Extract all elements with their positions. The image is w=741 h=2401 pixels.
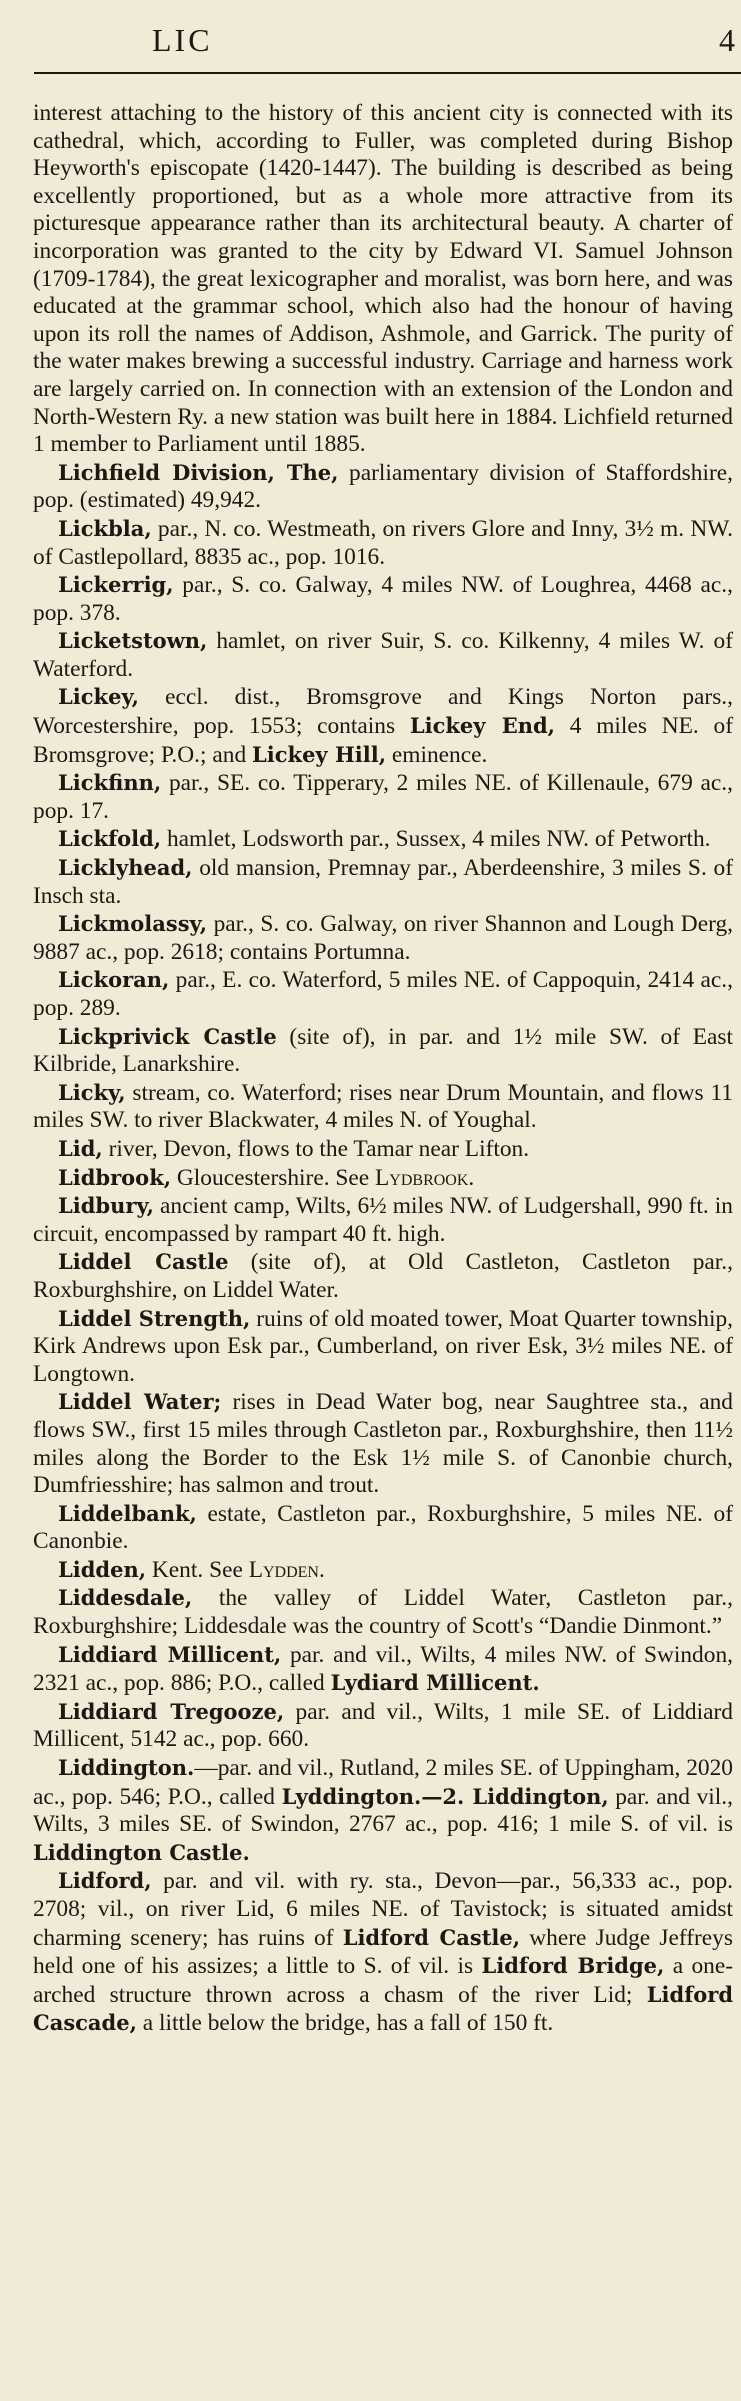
entry-text: par., S. co. Galway, 4 miles NW. of Loughrea, 4468 ac., pop. 378. [33, 572, 733, 626]
entry-text: par., N. co. Westmeath, on rivers Glore and Inny, 3½ m. NW. of Castlepollard, 8835 ac., pop. 1016. [33, 515, 733, 570]
gazetteer-entry [33, 1500, 733, 1556]
gazetteer-entry [33, 515, 733, 571]
entry-headword: Lidford, [58, 1868, 152, 1894]
entry-text: Kent. See [146, 1556, 249, 1583]
entry-text: , called [206, 1783, 282, 1810]
entry-text: hamlet, Lodsworth par., Sussex, 4 miles NW. of Petworth. [161, 826, 711, 853]
entry-headword: Liddel Strength, [58, 1305, 251, 1331]
entry-text: parliamentary division of Staffordshire, pop. (estimated) 49,942. [33, 459, 734, 514]
entry-subheadword: Lyddington.—2. Liddington, [281, 1783, 609, 1809]
entry-text: river, Devon, flows to the Tamar near Lifton. [102, 1135, 530, 1162]
opening-paragraph: interest attaching to the history of this ancient city is connected with its cathedral, which, according to Fuller, was completed during Bishop Heyworth's episcopate (1420-1447). The building is described as being excellently proportioned, but as a whole more attractive from its picturesque appearance rather than its architectural beauty. A charter of incorporation was granted to the city by Edward VI. Samuel Johnson (1709-1784), the great lexicographer and moralist, was born here, and was educated at the grammar school, which also had the honour of having upon its roll the names of Addison, Ashmole, and Garrick. The purity of the water makes brewing a successful industry. Carriage and harness work are largely carried on. In connection with an extension of the London and North-Western Ry. a new station was built here in 1884. Lichfield returned 1 member to Parliament until 1885. [33, 100, 733, 458]
entry-text: . [318, 1556, 325, 1583]
gazetteer-entry [33, 966, 733, 1022]
entry-text: a little below the bridge, has a fall of 150 ft. [136, 2010, 554, 2037]
entry-text: Gloucestershire. See [171, 1164, 376, 1191]
entry-text: ruins of old moated tower, Moat Quarter township, Kirk Andrews upon Esk par., Cumberland, on river Esk, 3½ miles NE. of Longtown. [33, 1305, 734, 1387]
gazetteer-entry [33, 825, 733, 854]
entry-cross-reference: P.O. [167, 1783, 207, 1810]
entry-text: par. and vil. with ry. sta., Devon—par., 56,333 ac., pop. 2708; vil., on river Lid, 6 miles NE. of Tavistock; is situated amidst charming scenery; has ruins of [33, 1868, 733, 1951]
page-number: 4 [719, 22, 735, 58]
entry-subheadword: Lydiard Millicent. [330, 1670, 540, 1696]
entry-subheadword: Lidford Bridge, [481, 1953, 665, 1979]
entry-text: par. and vil., Wilts, 1 mile SE. of Liddiard Millicent, 5142 ac., pop. 660. [33, 1698, 733, 1753]
gazetteer-entry [33, 1388, 733, 1499]
entry-text: rises in Dead Water bog, near Saughtree sta., and flows SW., first 15 miles through Castleton par., Roxburghshire, then 11½ miles along the Border to the Esk 1½ mile S. of Canonbie church, Dumfriesshire; has salmon and trout. [33, 1389, 733, 1499]
entry-headword: Lickerrig, [58, 572, 174, 598]
entry-headword: Lickprivick Castle [58, 1023, 277, 1049]
gazetteer-entry [33, 1641, 733, 1698]
entry-text: ancient camp, Wilts, 6½ miles NW. of Ludgershall, 990 ft. in circuit, encompassed by rampart 40 ft. high. [33, 1193, 733, 1247]
entry-headword: Lidbury, [58, 1193, 154, 1219]
entry-text: eccl. dist., Bromsgrove and Kings Norton pars., Worcestershire, pop. 1553; contains [33, 684, 733, 740]
gazetteer-entry [33, 1556, 733, 1585]
entry-text: a one-arched structure thrown across a chasm of the river Lid; [33, 1953, 734, 2008]
gazetteer-entry [33, 1079, 733, 1135]
entry-subheadword: Lickey End, [409, 713, 555, 739]
entry-text: hamlet, on river Suir, S. co. Kilkenny, 4 miles W. of Waterford. [33, 628, 733, 682]
gazetteer-entry [33, 1584, 733, 1640]
entry-headword: Lickoran, [58, 967, 170, 993]
gazetteer-entry [33, 459, 733, 515]
gazetteer-entry [33, 1867, 733, 2038]
gazetteer-entry [33, 1023, 733, 1079]
gazetteer-entry [33, 769, 733, 825]
gazetteer-entry [33, 683, 733, 769]
entry-subheadword: Lidford Cascade, [33, 1981, 733, 2036]
gazetteer-entry [33, 910, 733, 966]
gazetteer-entry [33, 854, 733, 910]
entry-text: estate, Castleton par., Roxburghshire, 5 miles NE. of Canonbie. [33, 1500, 733, 1555]
gazetteer-entry [33, 1164, 733, 1193]
entry-text: 4 miles NE. of Bromsgrove; [33, 713, 733, 768]
entry-text: —par. and vil., Rutland, 2 miles SE. of Uppingham, 2020 ac., pop. 546; [33, 1755, 733, 1810]
entry-text: par., E. co. Waterford, 5 miles NE. of Cappoquin, 2414 ac., pop. 289. [33, 967, 733, 1021]
entry-headword: Lickfold, [58, 826, 162, 852]
entry-subheadword: Lidford Castle, [342, 1924, 521, 1950]
entry-headword: Liddel Water; [58, 1389, 222, 1415]
entry-text: (site of), at Old Castleton, Castleton par., Roxburghshire, on Liddel Water. [33, 1249, 733, 1303]
page-body [33, 100, 733, 2038]
entry-headword: Liddel Castle [58, 1249, 229, 1275]
entry-headword: Liddington. [58, 1755, 195, 1781]
entry-text: (site of), in par. and 1½ mile SW. of East Kilbride, Lanarkshire. [33, 1023, 733, 1078]
gazetteer-entry [33, 1248, 733, 1304]
gazetteer-entry [33, 1698, 733, 1754]
entry-text: ; and [200, 741, 252, 768]
entry-headword: Lickbla, [58, 515, 152, 541]
entry-text: par., S. co. Galway, on river Shannon and Lough Derg, 9887 ac., pop. 2618; contains Portumna. [33, 911, 733, 965]
gazetteer-entry [33, 1192, 733, 1248]
entry-headword: Lichfield Division, The, [58, 459, 339, 485]
entry-text: where Judge Jeffreys held one of his assizes; a little to S. of vil. is [33, 1924, 733, 1980]
entry-headword: Licketstown, [58, 628, 208, 654]
entry-headword: Liddesdale, [58, 1585, 193, 1611]
entry-headword: Licklyhead, [58, 855, 193, 881]
entry-headword: Lidbrook, [58, 1164, 172, 1190]
entry-cross-reference: Lydden [248, 1556, 319, 1583]
entry-headword: Lickfinn, [58, 770, 162, 796]
gazetteer-entry [33, 571, 733, 627]
entry-headword: Lickey, [58, 684, 139, 710]
entry-subheadword: Liddington Castle. [33, 1839, 250, 1865]
entry-headword: Lid, [58, 1135, 103, 1161]
gazetteer-entry [33, 1305, 733, 1389]
entry-cross-reference: P.O. [218, 1670, 258, 1697]
header-rule [34, 72, 741, 74]
entry-text: . [468, 1164, 475, 1191]
entry-headword: Liddelbank, [58, 1500, 197, 1526]
header-word: LIC [152, 22, 213, 58]
gazetteer-entry [33, 627, 733, 683]
gazetteer-entry [33, 1135, 733, 1164]
entry-headword: Lickmolassy, [58, 911, 208, 937]
running-header [0, 0, 741, 78]
entry-headword: Licky, [58, 1079, 126, 1105]
entry-text: old mansion, Premnay par., Aberdeenshire, 3 miles S. of Insch sta. [33, 855, 733, 909]
entry-cross-reference: P.O. [161, 741, 201, 768]
entry-headword: Lidden, [58, 1556, 147, 1582]
entry-headword: Liddiard Tregooze, [58, 1698, 285, 1724]
entry-headword: Liddiard Millicent, [58, 1641, 282, 1667]
entry-text: par. and vil., Wilts, 4 miles NW. of Swindon, 2321 ac., pop. 886; [33, 1641, 733, 1697]
entry-text: par., SE. co. Tipperary, 2 miles NE. of Killenaule, 679 ac., pop. 17. [33, 770, 733, 824]
entry-subheadword: Lickey Hill, [251, 741, 387, 767]
entry-text: eminence. [386, 741, 488, 768]
entry-text: the valley of Liddel Water, Castleton par., Roxburghshire; Liddesdale was the country of Scott's “Dandie Dinmont.” [33, 1585, 733, 1640]
entry-text: stream, co. Waterford; rises near Drum Mountain, and flows 11 miles SW. to river Blackwater, 4 miles N. of Youghal. [33, 1079, 733, 1134]
entry-text: , called [257, 1670, 331, 1697]
entry-text: par. and vil., Wilts, 3 miles SE. of Swindon, 2767 ac., pop. 416; 1 mile S. of vil. is [33, 1783, 733, 1838]
entry-cross-reference: Lydbrook [375, 1164, 469, 1191]
gazetteer-entry [33, 1754, 733, 1867]
